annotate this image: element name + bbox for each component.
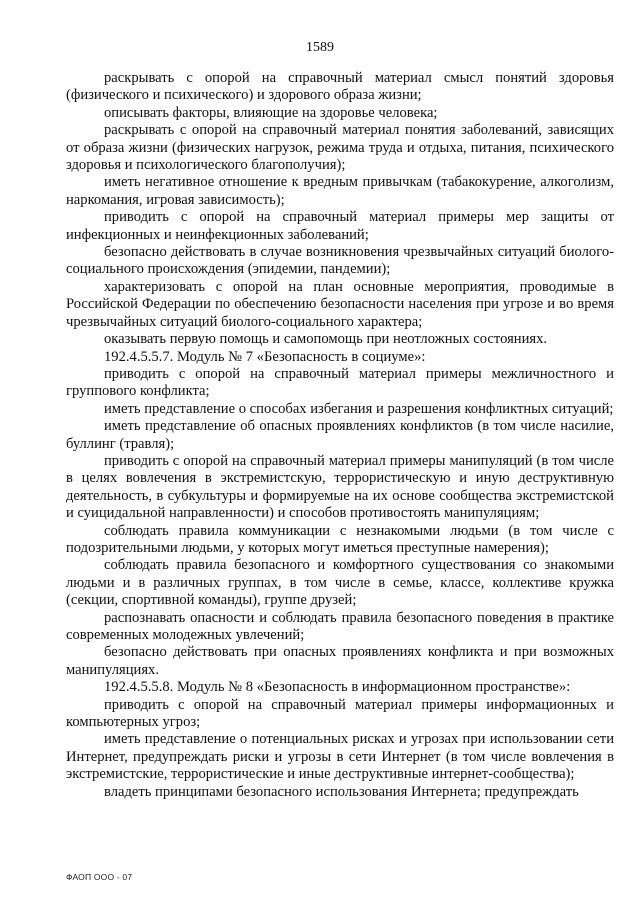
paragraph: описывать факторы, влияющие на здоровье человека;	[104, 104, 438, 121]
paragraph: безопасно действовать при опасных проявлениях конфликта и при возможных манипуляциях.	[66, 644, 614, 678]
paragraph: иметь негативное отношение к вредным привычкам (табакокурение, алкоголизм, наркомания, игровая зависимость);	[66, 174, 614, 208]
paragraph: характеризовать с опорой на план основные мероприятия, проводимые в Российской Федерации по обеспечению безопасности населения при угрозе и во время чрезвычайных ситуаций биолого-социального характера;	[66, 278, 614, 330]
paragraph: оказывать первую помощь и самопомощь при неотложных состояниях.	[104, 331, 548, 348]
paragraph: безопасно действовать в случае возникновения чрезвычайных ситуаций биолого-социального происхождения (эпидемии, пандемии);	[66, 244, 614, 278]
paragraph: раскрывать с опорой на справочный материал понятия заболеваний, зависящих от образа жизни (физических нагрузок, режима труда и отдыха, питания, психического здоровья и психологического благополучия);	[66, 122, 614, 174]
paragraph: владеть принципами безопасного использования Интернета; предупреждать	[104, 783, 579, 800]
paragraph: иметь представление о способах избегания и разрешения конфликтных ситуаций;	[104, 400, 614, 417]
page-number: 1589	[306, 40, 334, 55]
paragraph: приводить с опорой на справочный материал примеры мер защиты от инфекционных и неинфекционных заболеваний;	[66, 209, 614, 243]
paragraph: приводить с опорой на справочный материал примеры информационных и компьютерных угроз;	[66, 696, 614, 731]
paragraph: приводить с опорой на справочный материал примеры манипуляций (в том числе в целях вовлечения в экстремистскую, террористическую и иную деструктивную деятельность, в субкультуры и формируемые на их основе сообщества экстремистской и суицидальной направленности) и способов противостоять манипуляциям;	[66, 452, 614, 522]
paragraph: раскрывать с опорой на справочный материал смысл понятий здоровья (физического и психического) и здорового образа жизни;	[66, 70, 614, 104]
paragraph: иметь представление о потенциальных рисках и угрозах при использовании сети Интернет, предупреждать риски и угрозы в сети Интернет (в том числе вовлечения в экстремистские, террористические и иные деструктивные интернет-сообщества);	[66, 731, 614, 783]
section-heading: 192.4.5.5.7. Модуль № 7 «Безопасность в социуме»:	[104, 348, 426, 365]
paragraph: иметь представление об опасных проявлениях конфликтов (в том числе насилие, буллинг (травля);	[66, 418, 614, 452]
paragraph: приводить с опорой на справочный материал примеры межличностного и группового конфликта;	[66, 365, 614, 400]
section-heading: 192.4.5.5.8. Модуль № 8 «Безопасность в информационном пространстве»:	[104, 679, 571, 696]
paragraph: соблюдать правила безопасного и комфортного существования со знакомыми людьми и в различных группах, в том числе в семье, классе, коллективе кружка (секции, спортивной команды), группе друзей;	[66, 557, 614, 609]
paragraph: распознавать опасности и соблюдать правила безопасного поведения в практике современных молодежных увлечений;	[66, 609, 614, 643]
document-body	[66, 70, 614, 801]
paragraph: соблюдать правила коммуникации с незнакомыми людьми (в том числе с подозрительными людьми, у которых могут иметься преступные намерения);	[66, 522, 614, 556]
footer-code: ФАОП ООО - 07	[66, 872, 133, 882]
